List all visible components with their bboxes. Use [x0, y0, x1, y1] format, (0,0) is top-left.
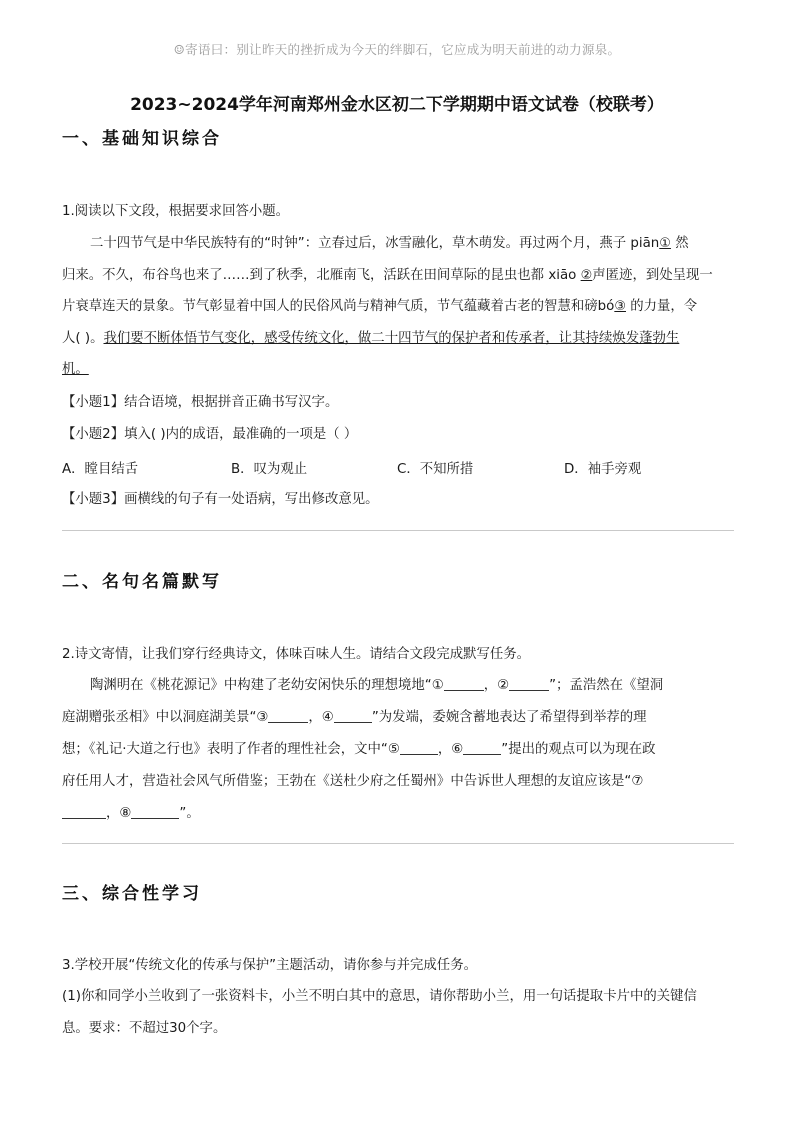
q1-subquestion-1: 【小题1】结合语境，根据拼音正确书写汉字。	[62, 395, 339, 410]
answer-blank[interactable]	[62, 804, 106, 819]
q2-text: ”提出的观点可以为现在政	[501, 742, 656, 757]
answer-blank[interactable]	[268, 708, 308, 723]
q1-text: 人( )。	[62, 331, 104, 346]
underlined-sentence-end: 机。	[62, 362, 89, 377]
answer-blank[interactable]	[131, 804, 179, 819]
q3-task-line: (1)你和同学小兰收到了一张资料卡，小兰不明白其中的意思，请你帮助小兰，用一句话提取卡片中的关键信	[62, 989, 697, 1004]
motto-header: ☺寄语曰：别让昨天的挫折成为今天的绊脚石，它应成为明天前进的动力源泉。	[173, 42, 621, 57]
answer-blank[interactable]	[463, 740, 501, 755]
q2-passage-line	[62, 708, 734, 728]
q2-text: 想；《礼记·大道之行也》表明了作者的理性社会，文中“⑤	[62, 742, 400, 757]
q1-stem: 1.阅读以下文段，根据要求回答小题。	[62, 204, 290, 219]
q1-passage-line	[62, 329, 734, 349]
section-divider	[62, 530, 734, 531]
underlined-sentence: 我们要不断体悟节气变化，感受传统文化，做二十四节气的保护者和传承者，让其持续焕发蓬勃生	[103, 331, 680, 346]
q1-passage-line	[62, 266, 734, 286]
q2-text: ，⑧	[106, 806, 132, 821]
option-c[interactable]: C．不知所措	[397, 462, 474, 477]
q1-text: 的力量，令	[625, 299, 698, 314]
q2-passage-line	[62, 740, 734, 760]
q2-text: ”；孟浩然在《望洞	[549, 678, 664, 693]
blank-marker-3: ③	[614, 299, 626, 314]
blank-marker-1: ①	[659, 236, 671, 251]
q3-task-line: 息。要求：不超过30个字。	[62, 1021, 227, 1036]
q1-text: 归来。不久，布谷鸟也来了……到了秋季，北雁南飞，活跃在田间草际的昆虫也都 xiāo	[62, 268, 581, 283]
section-divider	[62, 843, 734, 844]
q1-text: 然	[670, 236, 689, 251]
q1-passage-line	[62, 360, 734, 380]
q1-text: 二十四节气是中华民族特有的“时钟”：立春过后，冰雪融化，草木萌发。再过两个月，燕子 piān	[90, 236, 660, 251]
q1-subquestion-3: 【小题3】画横线的句子有一处语病，写出修改意见。	[62, 492, 379, 507]
q1-text: 声匿迹，到处呈现一	[592, 268, 713, 283]
answer-blank[interactable]	[509, 676, 549, 691]
section-heading-comprehensive: 三、综合性学习	[62, 884, 202, 904]
q1-text: 片衰草连天的景象。节气彰显着中国人的民俗风尚与精神气质，节气蕴藏着古老的智慧和磅bó	[62, 299, 615, 314]
q2-text: ”。	[179, 806, 200, 821]
section-heading-recitation: 二、名句名篇默写	[62, 572, 222, 592]
q1-passage-line	[62, 297, 734, 317]
q3-stem: 3.学校开展“传统文化的传承与保护”主题活动，请你参与并完成任务。	[62, 958, 477, 973]
q1-passage-line	[90, 234, 734, 254]
q2-text: ，⑥	[437, 742, 464, 757]
blank-marker-2: ②	[580, 268, 593, 283]
answer-blank[interactable]	[444, 676, 484, 691]
exam-title: 2023~2024学年河南郑州金水区初二下学期期中语文试卷（校联考）	[130, 95, 664, 115]
q2-passage-line	[62, 804, 734, 824]
option-b[interactable]: B．叹为观止	[231, 462, 308, 477]
q2-stem: 2.诗文寄情，让我们穿行经典诗文，体味百味人生。请结合文段完成默写任务。	[62, 647, 531, 662]
q2-text: 陶渊明在《桃花源记》中构建了老幼安闲快乐的理想境地“①	[90, 678, 444, 693]
q2-text: 庭湖赠张丞相》中以洞庭湖美景“③	[62, 710, 269, 725]
option-a[interactable]: A．瞠目结舌	[62, 462, 139, 477]
q2-text: ”为发端，委婉含蓄地表达了希望得到举荐的理	[371, 710, 647, 725]
section-heading-basic: 一、基础知识综合	[62, 129, 222, 149]
q1-subquestion-2: 【小题2】填入( )内的成语，最准确的一项是（ ）	[62, 427, 358, 442]
q2-text: ，②	[483, 678, 510, 693]
q2-passage-line: 府任用人才，营造社会风气所借鉴；王勃在《送杜少府之任蜀州》中告诉世人理想的友谊应该是“⑦	[62, 774, 644, 789]
answer-blank[interactable]	[334, 708, 372, 723]
answer-blank[interactable]	[400, 740, 438, 755]
option-d[interactable]: D．袖手旁观	[564, 462, 642, 477]
q2-text: ，④	[308, 710, 334, 725]
q2-passage-line	[90, 676, 734, 696]
